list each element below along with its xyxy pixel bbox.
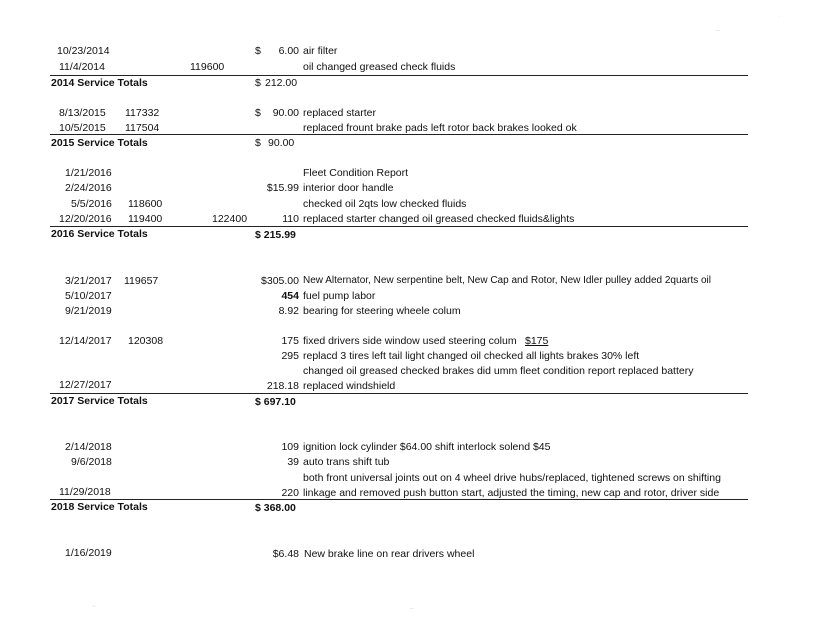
section-divider bbox=[50, 499, 748, 500]
entry-description: auto trans shift tub bbox=[303, 456, 390, 468]
entry-description: oil changed greased check fluids bbox=[303, 61, 456, 73]
entry-description: linkage and removed push button start, adjusted the timing, new cap and rotor, driver side bbox=[303, 487, 720, 499]
entry-mileage: 117504 bbox=[125, 122, 160, 134]
dollar-sign: $ bbox=[255, 45, 261, 57]
entry-cost: 8.92 bbox=[278, 305, 299, 317]
entry-mileage: 118600 bbox=[128, 198, 163, 210]
entry-date: 12/14/2017 bbox=[59, 335, 112, 347]
entry-date: 2/24/2016 bbox=[65, 182, 112, 194]
section-divider bbox=[50, 75, 748, 76]
entry-mileage: 119600 bbox=[190, 61, 225, 73]
entry-description: replaced windshield bbox=[303, 380, 396, 392]
entry-date: 5/10/2017 bbox=[65, 290, 112, 302]
totals-label: 2018 Service Totals bbox=[51, 501, 148, 513]
totals-label: 2015 Service Totals bbox=[51, 137, 148, 149]
dollar-sign: $ bbox=[255, 107, 261, 119]
entry-date: 11/29/2018 bbox=[59, 486, 111, 498]
entry-description: New Alternator, New serpentine belt, New Cap and Rotor, New Idler pulley added 2quarts oil bbox=[303, 275, 712, 286]
entry-cost: 6.00 bbox=[278, 45, 299, 57]
entry-date: 10/5/2015 bbox=[59, 122, 106, 134]
entry-mileage: 117332 bbox=[125, 107, 160, 119]
entry-description: replaced starter changed oil greased checked fluids&lights bbox=[303, 213, 575, 225]
handwritten-amount-note: $175 bbox=[525, 335, 549, 347]
totals-label: 2014 Service Totals bbox=[51, 77, 148, 89]
entry-date: 11/4/2014 bbox=[59, 61, 105, 73]
entry-description: ignition lock cylinder $64.00 shift interlock solend $45 bbox=[303, 441, 551, 453]
entry-description: bearing for steering wheele colum bbox=[303, 305, 461, 317]
entry-date: 2/14/2018 bbox=[65, 441, 112, 453]
entry-date: 10/23/2014 bbox=[57, 45, 110, 57]
totals-label: 2017 Service Totals bbox=[51, 395, 148, 407]
entry-description: checked oil 2qts low checked fluids bbox=[303, 198, 467, 210]
scan-speck: – bbox=[716, 28, 720, 34]
entry-cost: 110 bbox=[282, 213, 299, 225]
entry-cost: $15.99 bbox=[266, 182, 299, 194]
entry-date: 9/21/2019 bbox=[65, 305, 112, 317]
entry-date: 8/13/2015 bbox=[59, 107, 106, 119]
entry-description: New brake line on rear drivers wheel bbox=[304, 548, 475, 560]
dollar-sign: $ bbox=[255, 77, 261, 89]
section-divider bbox=[50, 134, 748, 135]
year-total: $ 368.00 bbox=[255, 502, 296, 514]
scan-speck: · bbox=[778, 14, 780, 20]
entry-cost: $305.00 bbox=[261, 275, 299, 287]
year-total: $ 697.10 bbox=[255, 396, 296, 408]
entry-description: replaced starter bbox=[303, 107, 376, 119]
entry-cost: 39 bbox=[287, 456, 299, 468]
entry-description: replacd 3 tires left tail light changed oil checked all lights brakes 30% left bbox=[303, 350, 640, 362]
entry-cost: 109 bbox=[281, 441, 299, 453]
entry-description: air filter bbox=[303, 45, 338, 57]
section-divider bbox=[50, 226, 748, 227]
entry-description: Fleet Condition Report bbox=[303, 167, 409, 179]
entry-date: 3/21/2017 bbox=[65, 275, 112, 287]
entry-cost: $6.48 bbox=[272, 548, 299, 560]
section-divider bbox=[50, 393, 748, 394]
entry-date: 1/21/2016 bbox=[65, 167, 112, 179]
entry-cost: 454 bbox=[281, 290, 299, 302]
scan-speck: ~ bbox=[92, 604, 96, 610]
entry-date: 12/27/2017 bbox=[59, 379, 112, 391]
entry-date: 5/5/2016 bbox=[71, 198, 112, 210]
entry-cost: 220 bbox=[281, 487, 299, 499]
entry-mileage: 120308 bbox=[128, 335, 164, 347]
entry-description: fixed drivers side window used steering colum bbox=[303, 335, 517, 347]
entry-date: 12/20/2016 bbox=[59, 213, 112, 225]
entry-cost: 175 bbox=[281, 335, 299, 347]
entry-description: replaced frount brake pads left rotor back brakes looked ok bbox=[303, 122, 577, 134]
entry-description: both front universal joints out on 4 wheel drive hubs/replaced, tightened screws on shifting bbox=[303, 472, 721, 484]
entry-cost: 218.18 bbox=[266, 380, 299, 392]
entry-description: interior door handle bbox=[303, 182, 394, 194]
entry-mileage: 119400 bbox=[128, 213, 163, 225]
year-total: $ 215.99 bbox=[255, 229, 296, 241]
entry-date: 9/6/2018 bbox=[71, 456, 112, 468]
year-total: 90.00 bbox=[268, 137, 295, 149]
entry-description: changed oil greased checked brakes did umm fleet condition report replaced battery bbox=[303, 365, 694, 377]
scan-speck: – bbox=[410, 606, 414, 612]
entry-mileage-alt: 122400 bbox=[212, 213, 248, 225]
entry-date: 1/16/2019 bbox=[65, 547, 112, 559]
totals-label: 2016 Service Totals bbox=[51, 228, 148, 240]
entry-description: fuel pump labor bbox=[303, 290, 376, 302]
entry-mileage: 119657 bbox=[124, 275, 159, 287]
year-total: 212.00 bbox=[265, 77, 298, 89]
dollar-sign: $ bbox=[255, 137, 261, 149]
entry-cost: 295 bbox=[281, 350, 299, 362]
entry-cost: 90.00 bbox=[272, 107, 299, 119]
